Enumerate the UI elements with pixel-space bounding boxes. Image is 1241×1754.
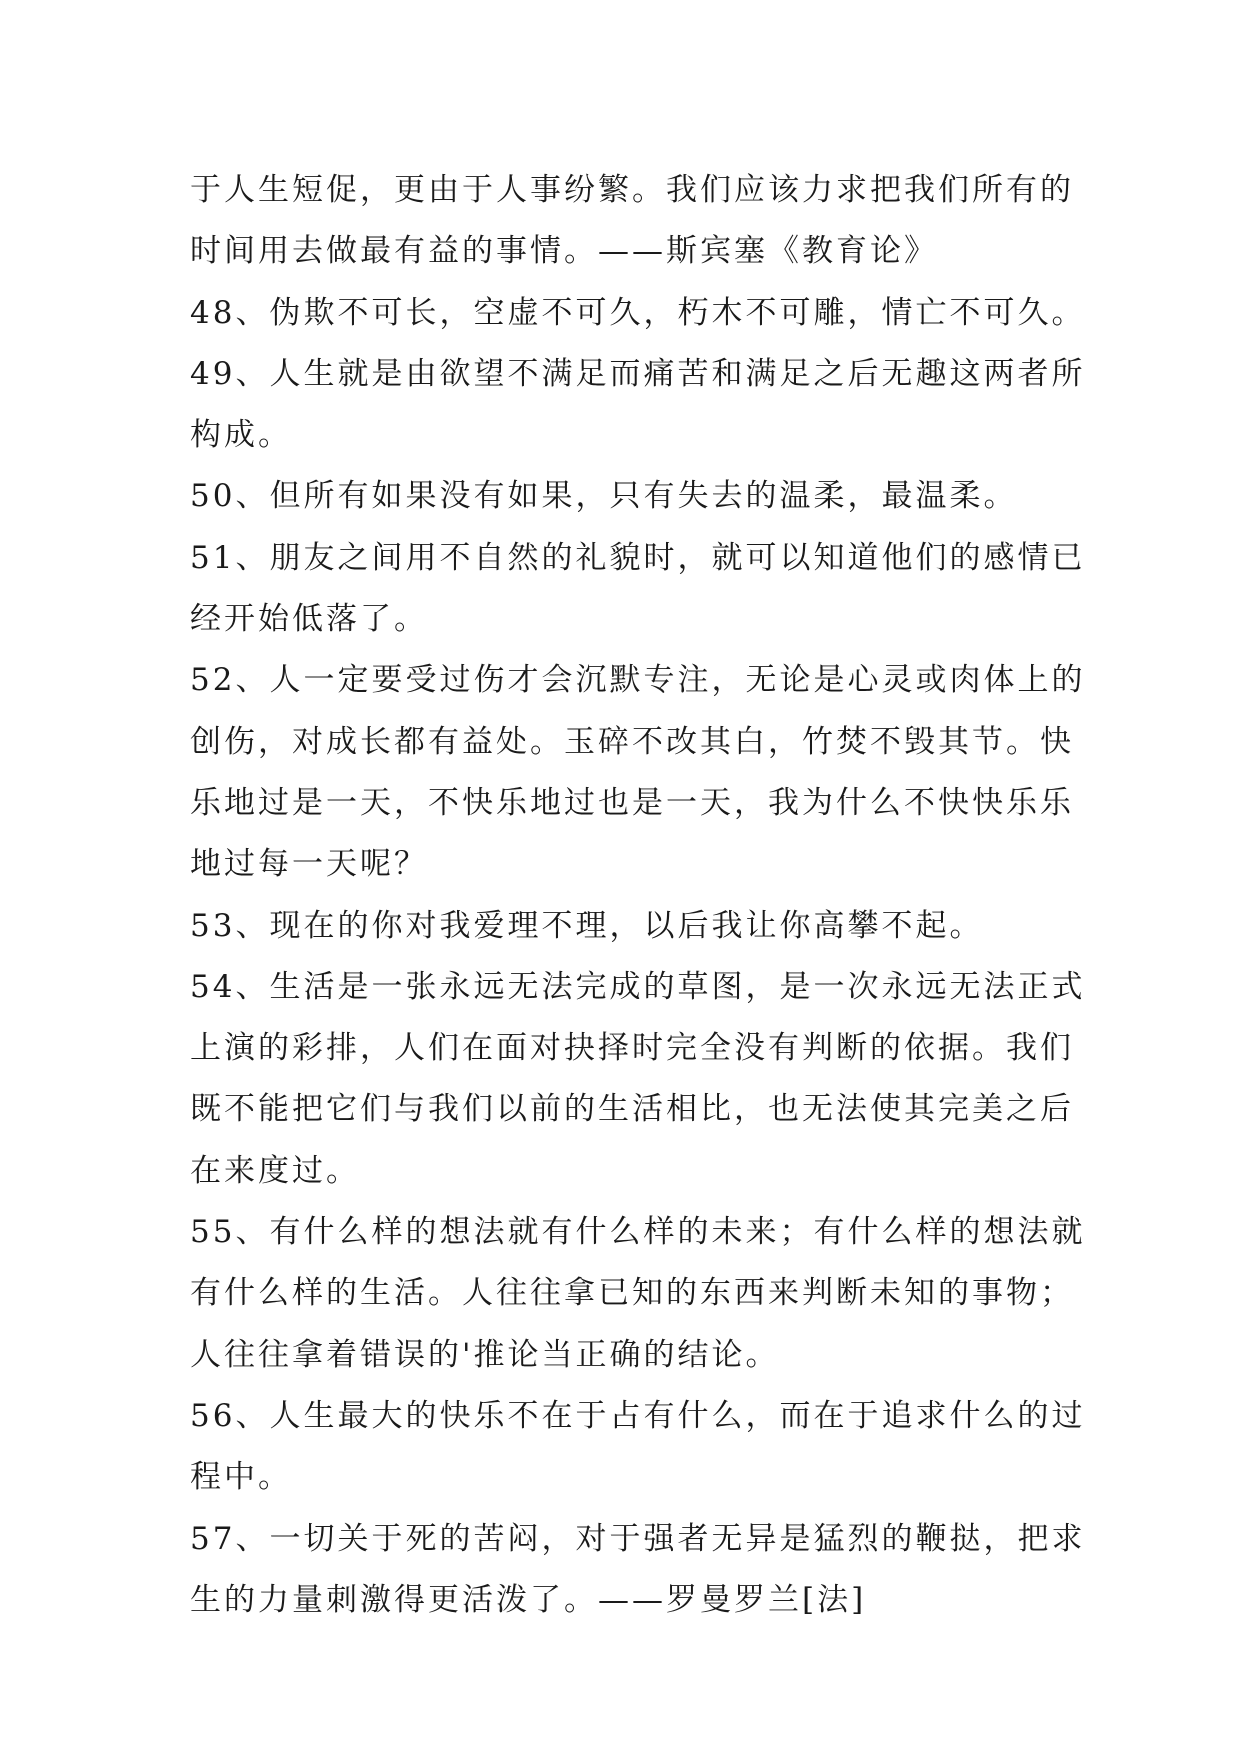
text-line: 54、生活是一张永远无法完成的草图，是一次永远无法正式 [190,968,1086,1005]
text-line: 时间用去做最有益的事情。——斯宾塞《教育论》 [190,233,938,270]
text-line: 55、有什么样的想法就有什么样的未来；有什么样的想法就 [190,1214,1086,1251]
text-line: 地过每一天呢？ [190,846,428,883]
text-line: 程中。 [190,1459,292,1496]
text-line: 53、现在的你对我爱理不理，以后我让你高攀不起。 [190,907,984,944]
document-body [190,160,1086,1631]
text-line: 56、人生最大的快乐不在于占有什么，而在于追求什么的过 [190,1397,1086,1434]
text-line: 51、朋友之间用不自然的礼貌时，就可以知道他们的感情已 [190,539,1086,576]
text-line: 既不能把它们与我们以前的生活相比，也无法使其完美之后 [190,1091,1074,1128]
text-line: 50、但所有如果没有如果，只有失去的温柔，最温柔。 [190,478,1018,515]
text-line: 乐地过是一天，不快乐地过也是一天，我为什么不快快乐乐 [190,784,1074,821]
text-line: 人往往拿着错误的'推论当正确的结论。 [190,1336,780,1373]
text-line: 49、人生就是由欲望不满足而痛苦和满足之后无趣这两者所 [190,355,1086,392]
text-line: 48、伪欺不可长，空虚不可久，朽木不可雕，情亡不可久。 [190,294,1086,331]
text-line: 52、人一定要受过伤才会沉默专注，无论是心灵或肉体上的 [190,662,1086,699]
text-line: 构成。 [190,417,292,454]
text-line: 上演的彩排，人们在面对抉择时完全没有判断的依据。我们 [190,1030,1074,1067]
text-line: 57、一切关于死的苦闷，对于强者无异是猛烈的鞭挞，把求 [190,1520,1086,1557]
text-line: 生的力量刺激得更活泼了。——罗曼罗兰[法] [190,1581,867,1618]
text-line: 有什么样的生活。人往往拿已知的东西来判断未知的事物； [190,1275,1074,1312]
text-line: 经开始低落了。 [190,601,428,638]
text-line: 在来度过。 [190,1152,360,1189]
text-line: 创伤，对成长都有益处。玉碎不改其白，竹焚不毁其节。快 [190,723,1074,760]
text-line: 于人生短促，更由于人事纷繁。我们应该力求把我们所有的 [190,172,1074,208]
